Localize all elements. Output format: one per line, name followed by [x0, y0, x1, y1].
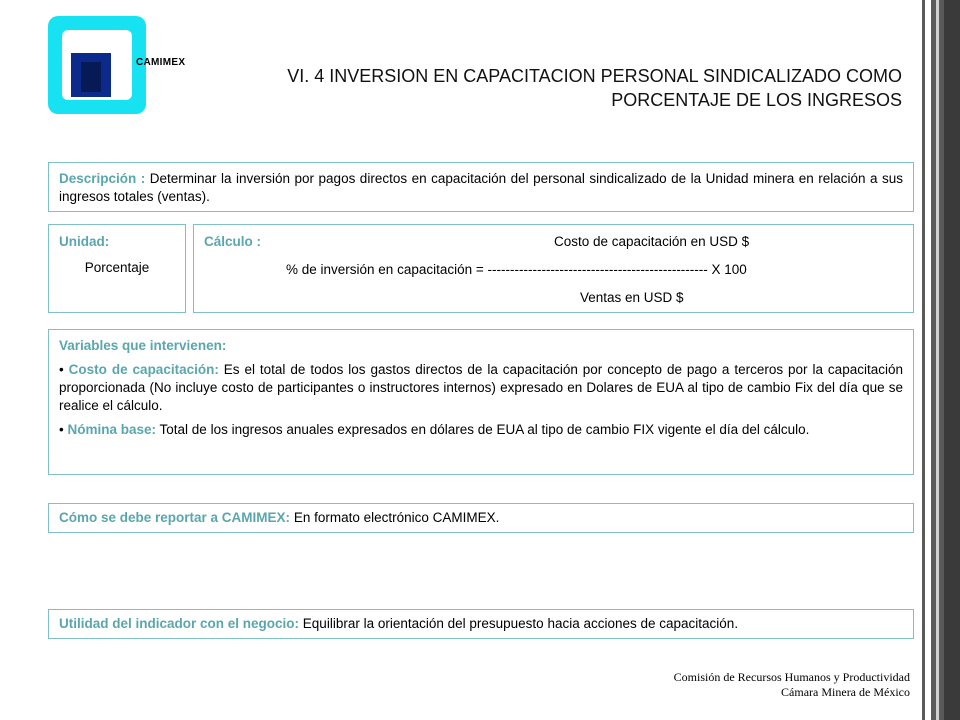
formula-line: % de inversión en capacitación = ------------------------------------------------- X 100: [286, 262, 747, 277]
logo-block-inner: [81, 62, 101, 92]
description-label: Descripción :: [59, 171, 146, 186]
footer-line-2: Cámara Minera de México: [781, 685, 910, 699]
utility-text: Equilibrar la orientación del presupuesto hacia acciones de capacitación.: [302, 616, 739, 631]
band-stripe: [925, 0, 931, 720]
variable-term: Costo de capacitación:: [68, 362, 219, 377]
report-text: En formato electrónico CAMIMEX.: [293, 510, 500, 525]
right-decorative-band: [922, 0, 960, 720]
variable-item: • Nómina base: Total de los ingresos anuales expresados en dólares de EUA al tipo de cambio FIX vigente el día del cálculo.: [59, 422, 810, 437]
variables-box: [48, 329, 914, 475]
formula-denominator: Ventas en USD $: [580, 290, 684, 305]
camimex-logo-icon: [48, 16, 146, 114]
footer-line-1: Comisión de Recursos Humanos y Productividad: [673, 670, 910, 684]
report-box: [48, 503, 914, 533]
description-box: [48, 162, 914, 212]
calculation-box: [193, 224, 914, 313]
calculation-label: Cálculo :: [204, 234, 262, 249]
page-title: VI. 4 INVERSION EN CAPACITACION PERSONAL SINDICALIZADO COMO PORCENTAJE DE LOS INGRESOS: [287, 66, 902, 110]
formula-numerator: Costo de capacitación en USD $: [554, 234, 750, 249]
unit-label: Unidad:: [59, 234, 110, 249]
band-stripe: [944, 0, 960, 720]
variable-item: • Costo de capacitación: Es el total de todos los gastos directos de la capacitación por concepto de pago a terceros por la capacitación proporcionada (No incluye costo de participantes o instructores internos) expresado en Dolares de EUA al tipo de cambio Fix del día que se realice el cálculo.: [59, 362, 903, 413]
utility-label: Utilidad del indicador con el negocio:: [59, 616, 300, 631]
unit-value: Porcentaje: [84, 260, 150, 275]
band-stripe: [936, 0, 939, 720]
unit-box: [48, 224, 186, 313]
logo-text: CAMIMEX: [136, 57, 186, 68]
description-text: Determinar la inversión por pagos directos en capacitación del personal sindicalizado de la Unidad minera en relación a sus ingresos totales (ventas).: [59, 171, 903, 204]
footer: [674, 670, 910, 700]
variable-term: Nómina base:: [67, 422, 157, 437]
report-label: Cómo se debe reportar a CAMIMEX:: [59, 510, 291, 525]
variables-label: Variables que intervienen:: [59, 338, 227, 353]
utility-box: [48, 609, 914, 639]
variable-text: Es el total de todos los gastos directos de la capacitación por concepto de pago a terceros por la capacitación proporcionada (No incluye costo de participantes o instructores internos) expresado en Dolares de EUA al tipo de cambio Fix del día que se realice el cálculo.: [59, 362, 903, 413]
variable-text: Total de los ingresos anuales expresados en dólares de EUA al tipo de cambio FIX vigente el día del cálculo.: [159, 422, 810, 437]
